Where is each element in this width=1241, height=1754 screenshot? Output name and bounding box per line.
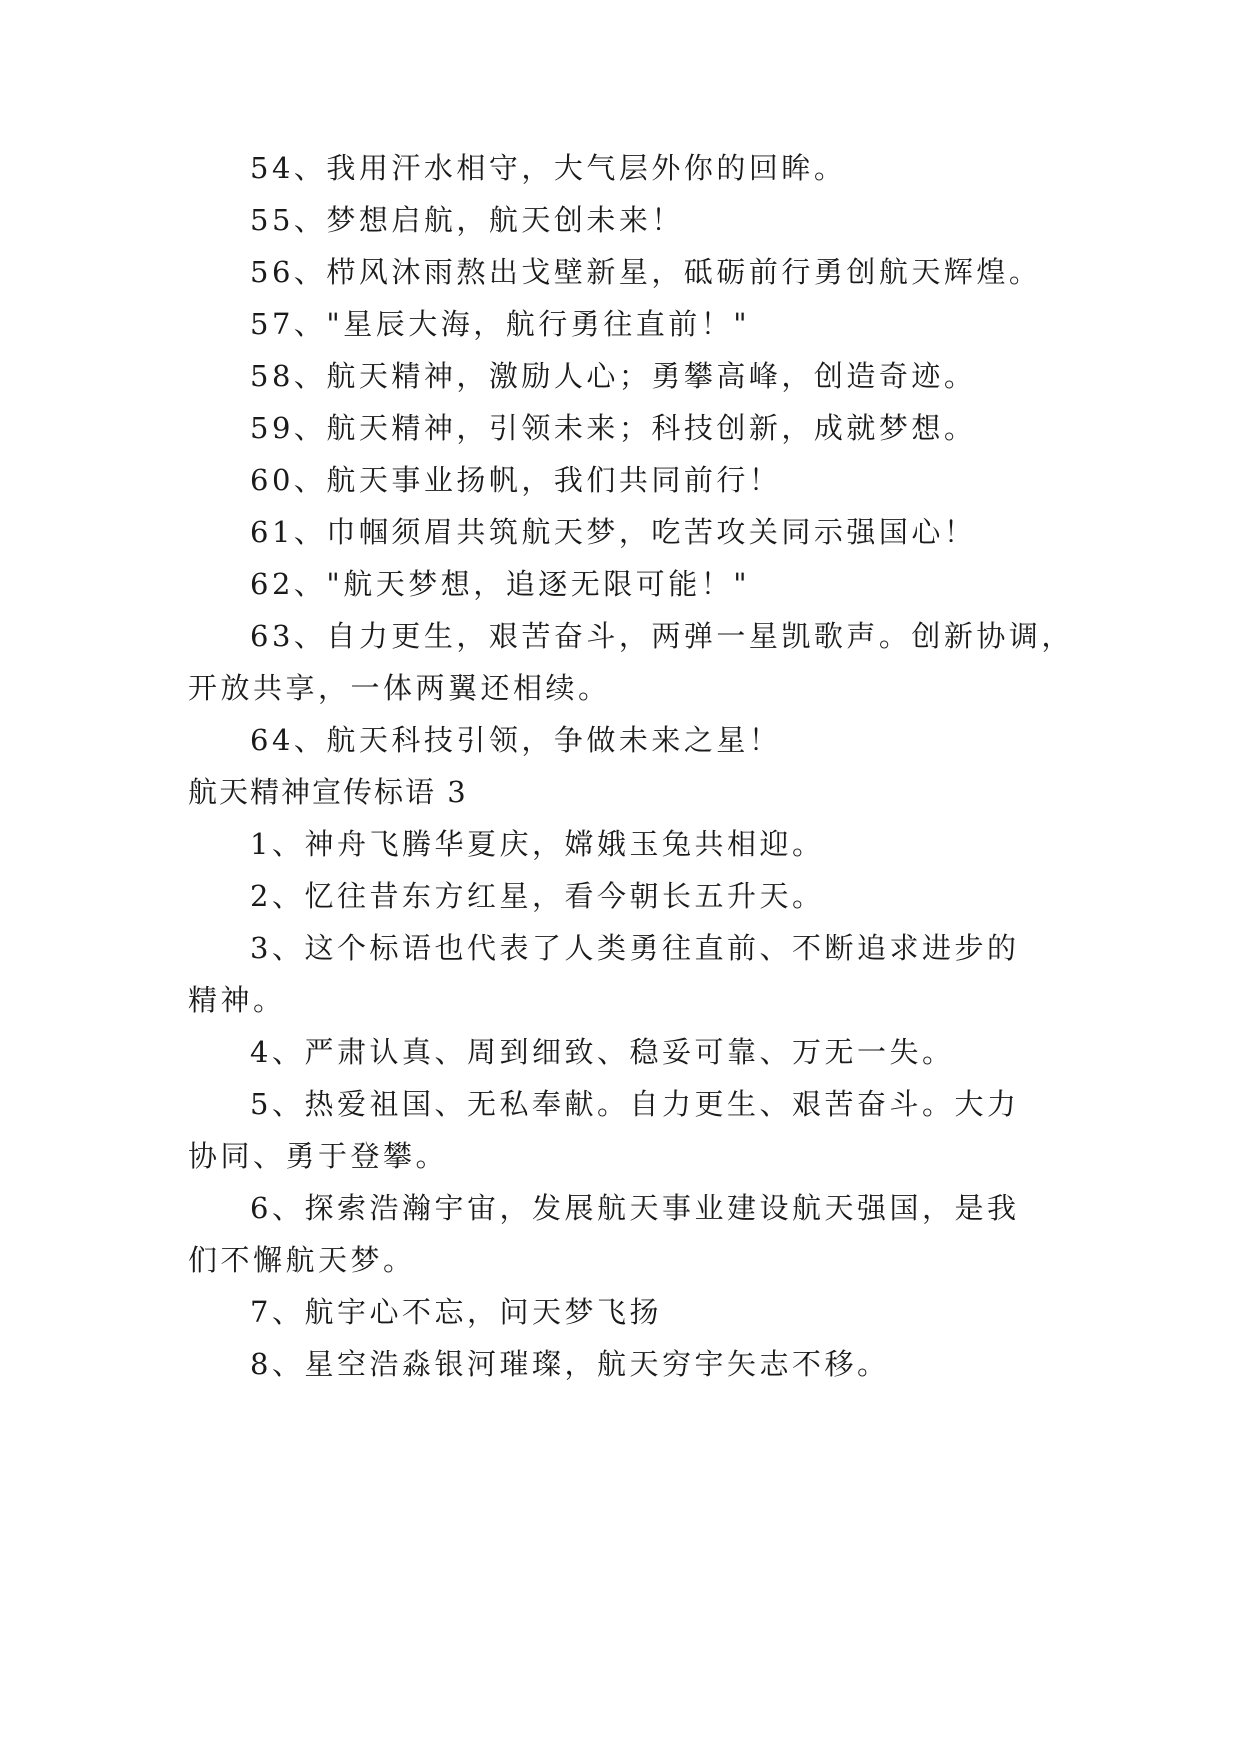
slogan-58: 58、航天精神，激励人心；勇攀高峰，创造奇迹。 — [250, 359, 977, 393]
slogan-6-line2: 们不懈航天梦。 — [188, 1243, 416, 1277]
slogan-4: 4、严肃认真、周到细致、稳妥可靠、万无一失。 — [250, 1035, 955, 1069]
slogan-3-line1: 3、这个标语也代表了人类勇往直前、不断追求进步的 — [250, 931, 1020, 965]
slogan-59: 59、航天精神，引领未来；科技创新，成就梦想。 — [250, 411, 977, 445]
slogan-55: 55、梦想启航，航天创未来！ — [250, 203, 684, 237]
slogan-63-line1: 63、自力更生，艰苦奋斗，两弹一星凯歌声。创新协调， — [250, 619, 1074, 653]
slogan-61: 61、巾帼须眉共筑航天梦，吃苦攻关同示强国心！ — [250, 515, 977, 549]
slogan-5-line1: 5、热爱祖国、无私奉献。自力更生、艰苦奋斗。大力 — [250, 1087, 1020, 1121]
slogan-6-line1: 6、探索浩瀚宇宙，发展航天事业建设航天强国，是我 — [250, 1191, 1020, 1225]
slogan-8: 8、星空浩淼银河璀璨，航天穷宇矢志不移。 — [250, 1347, 890, 1381]
slogan-54: 54、我用汗水相守，大气层外你的回眸。 — [250, 151, 847, 185]
slogan-57: 57、"星辰大海，航行勇往直前！" — [250, 307, 751, 341]
slogan-63-line2: 开放共享，一体两翼还相续。 — [188, 671, 611, 705]
slogan-7: 7、航宇心不忘，问天梦飞扬 — [250, 1295, 662, 1329]
slogan-56: 56、栉风沐雨熬出戈壁新星，砥砺前行勇创航天辉煌。 — [250, 255, 1042, 289]
slogan-5-line2: 协同、勇于登攀。 — [188, 1139, 449, 1173]
slogan-3-line2: 精神。 — [188, 983, 286, 1017]
slogan-62: 62、"航天梦想，追逐无限可能！" — [250, 567, 751, 601]
slogan-1: 1、神舟飞腾华夏庆，嫦娥玉兔共相迎。 — [250, 827, 825, 861]
slogan-64: 64、航天科技引领，争做未来之星！ — [250, 723, 782, 757]
slogan-60: 60、航天事业扬帆，我们共同前行！ — [250, 463, 782, 497]
slogan-2: 2、忆往昔东方红星，看今朝长五升天。 — [250, 879, 825, 913]
section-heading: 航天精神宣传标语 3 — [188, 775, 468, 809]
